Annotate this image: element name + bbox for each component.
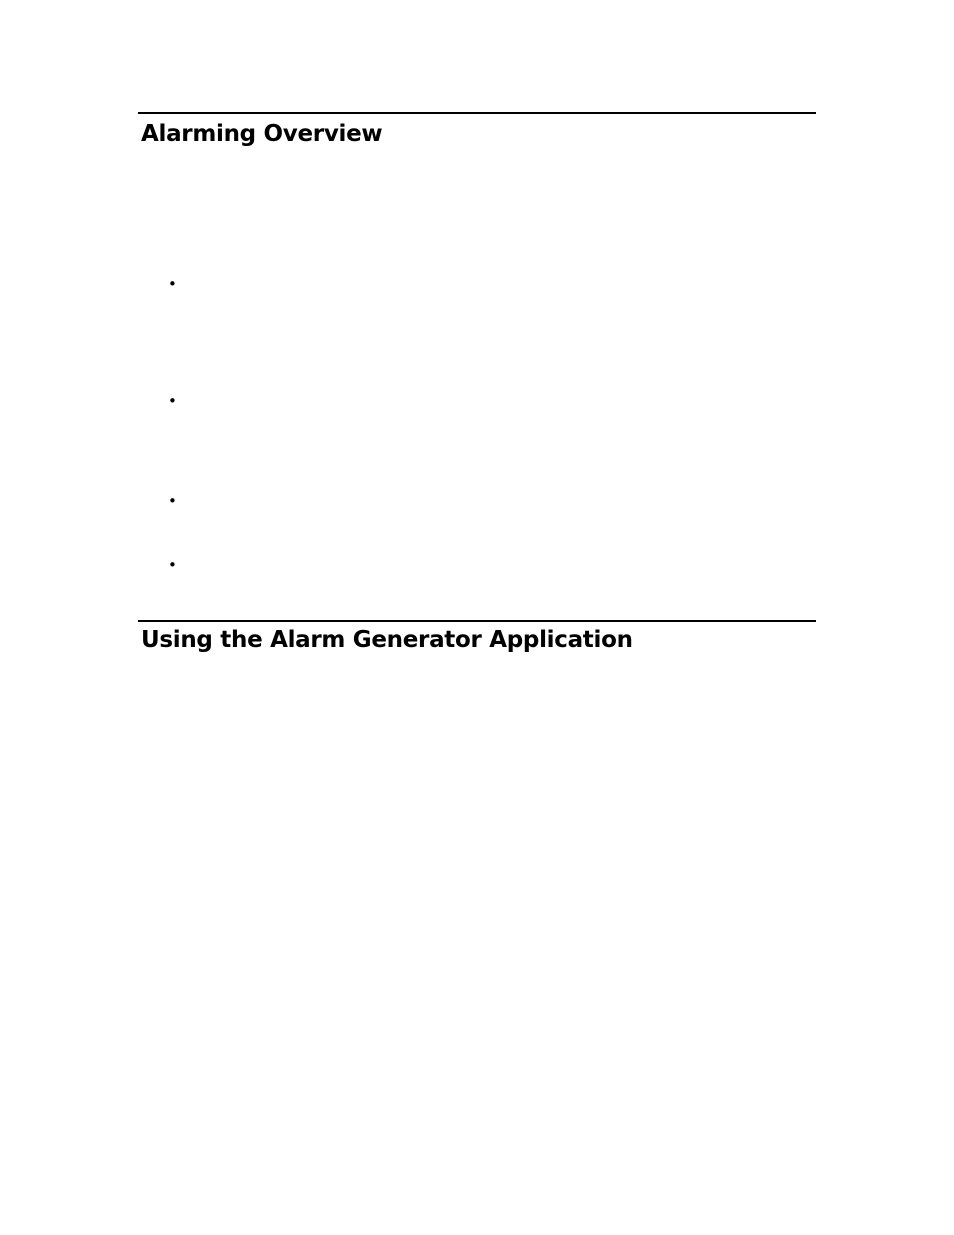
section-alarming-overview: [138, 112, 816, 150]
bullet-marker: •: [168, 275, 177, 293]
bullet-marker: •: [168, 492, 177, 510]
bullet-marker: •: [168, 392, 177, 410]
section-heading: Using the Alarm Generator Application: [141, 627, 633, 653]
bullet-marker: •: [168, 556, 177, 574]
section-heading: Alarming Overview: [141, 121, 383, 147]
section-alarm-generator: [138, 620, 816, 656]
section-divider: [138, 620, 816, 622]
section-divider: [138, 112, 816, 114]
